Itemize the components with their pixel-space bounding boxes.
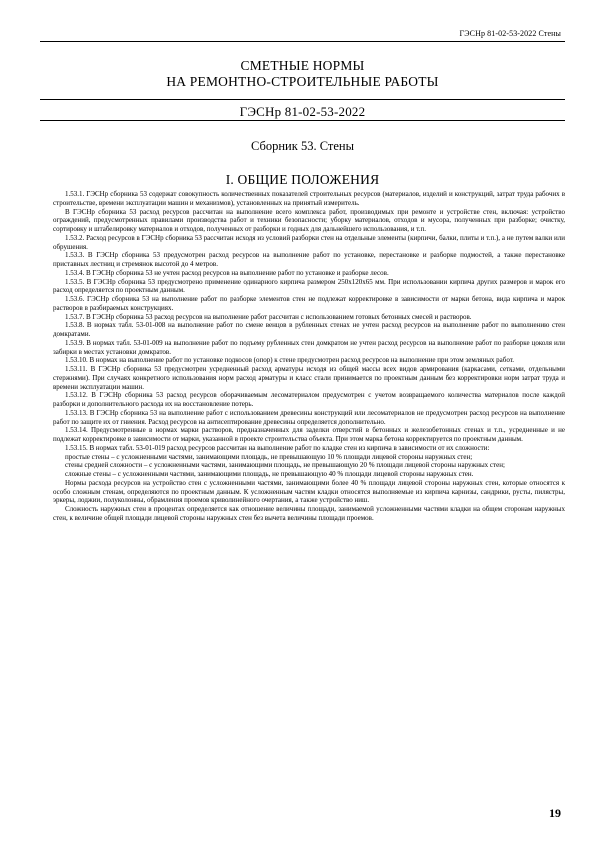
main-title-line-1: СМЕТНЫЕ НОРМЫ	[240, 58, 365, 73]
running-header: ГЭСНр 81-02-53-2022 Стены	[459, 29, 561, 38]
main-title-line-2: НА РЕМОНТНО-СТРОИТЕЛЬНЫЕ РАБОТЫ	[166, 74, 439, 89]
paragraph: 1.53.6. ГЭСНр сборника 53 на выполнение работ по разборке элементов стен не подлежат корректировке в зависимости от марки бетона, вида кирпича и марок растворов в разбираемых конструкциях.	[53, 295, 565, 312]
paragraph: сложные стены – с усложненными частями, занимающими площадь, не превышающую 40 % площади лицевой стороны наружных стен.	[65, 470, 474, 478]
paragraph: Нормы расхода ресурсов на устройство стен с усложненными частями, занимающими более 40 % площади лицевой стороны наружных стен, которые относятся к особо сложным стенам, определяются по проектным данным. К усложненным частям кладки относятся выполняемые из кирпича карнизы, сандрики, русты, пилястры, эркеры, лоджии, полуколонны, обрамления проемов криволинейного очертания, а также устройство ниш.	[53, 478, 565, 505]
header-rule	[40, 41, 565, 42]
norm-code: ГЭСНр 81-02-53-2022	[239, 104, 366, 119]
page-number: 19	[549, 806, 561, 820]
paragraph: простые стены – с усложненными частями, занимающими площадь, не превышающую 10 % площади лицевой стороны наружных стен;	[65, 452, 473, 461]
paragraph: 1.53.2. Расход ресурсов в ГЭСНр сборника 53 рассчитан исходя из условий разборки стен на отдельные элементы (кирпичи, балки, плиты и т.п.), а не путем валки или обрушения.	[53, 233, 565, 251]
paragraph: 1.53.12. В ГЭСНр сборника 53 расход ресурсов оборачиваемым лесоматериалом предусмотрен с учетом возвращаемого количества материалов после каждой разборки и дополнительного расхода их на восстановление потерь.	[53, 391, 565, 408]
paragraph: 1.53.4. В ГЭСНр сборника 53 не учтен расход ресурсов на выполнение работ по установке и разборке лесов.	[65, 268, 389, 277]
paragraph: 1.53.3. В ГЭСНр сборника 53 предусмотрен расход ресурсов на выполнение работ по установке, перестановке и разборке подмостей, а также перестановке приставных лестниц и стремянок высотой до 4 метров.	[53, 251, 565, 268]
paragraph: В ГЭСНр сборника 53 расход ресурсов рассчитан на выполнение всего комплекса работ, производимых при ремонте и устройстве стен, включая: устройство ограждений, предусмотренных правилами производства работ и техники безопасности; уборку материалов, отходов и мусора, полученных при разборке; очистку, сортировку и штабелировку материалов и отходов, полученных от разборки и годных для дальнейшего использования, и т.п.	[53, 207, 565, 233]
section-title: I. ОБЩИЕ ПОЛОЖЕНИЯ	[225, 172, 380, 187]
paragraph: 1.53.8. В нормах табл. 53-01-008 на выполнение работ по смене венцов в рубленных стенах не учтен расход ресурсов на выполнение работ по выполнению стен домкратами.	[53, 321, 565, 338]
paragraph: 1.53.7. В ГЭСНр сборника 53 расход ресурсов на выполнение работ рассчитан с использованием готовых бетонных смесей и растворов.	[65, 312, 472, 321]
collection-title: Сборник 53. Стены	[251, 139, 354, 153]
code-rule-top	[40, 99, 565, 100]
paragraph: 1.53.10. В нормах на выполнение работ по установке подкосов (опор) к стене предусмотрен расход ресурсов на выполнение при этом земляных работ.	[65, 356, 515, 365]
paragraph: 1.53.13. В ГЭСНр сборника 53 на выполнение работ с использованием древесины конструкций или лесоматериалов не предусмотрен расход ресурсов на выполнение работ по защите их от гниения. Расход ресурсов на антисептирование древесины определяется дополнительно.	[53, 408, 565, 426]
paragraph: 1.53.14. Предусмотренные в нормах марки растворов, предназначенных для заделки отверстий в бетонных и железобетонных стенах и т.п., усредненные и не подлежат корректировке в зависимости от марки, указанной в проекте строительства объекта. При этом марка бетона корректируется по проектным данным.	[53, 426, 565, 443]
paragraph: 1.53.5. В ГЭСНр сборника 53 предусмотрено применение одинарного кирпича размером 250х120х65 мм. При использовании кирпича других размеров и марок его расход определяется по проектным данным.	[53, 277, 565, 295]
paragraph: 1.53.15. В нормах табл. 53-01-019 расход ресурсов рассчитан на выполнение работ по кладке стен из кирпича в зависимости от их сложности:	[65, 443, 490, 452]
paragraph: стены средней сложности – с усложненными частями, занимающими площадь, не превышающую 20 % площади лицевой стороны наружных стен;	[65, 461, 505, 470]
paragraph: 1.53.11. В ГЭСНр сборника 53 предусмотрен усредненный расход арматуры исходя из общей массы всех видов армирования (каркасами, сетками, отдельными стержнями). При случаях конкретного использования норм расход арматуры и класс стали принимается по проектным данным без корректировки норм затрат труда и времени эксплуатации машин.	[53, 365, 565, 391]
paragraph: Сложность наружных стен в процентах определяется как отношение величины площади, занимаемой усложненными частями кладки на общем сторонам наружных стен, к величине общей площади лицевой стороны наружных стен без вычета величины площади проемов.	[53, 505, 565, 522]
code-rule-bottom	[40, 120, 565, 121]
main-title	[40, 58, 565, 90]
paragraph: 1.53.9. В нормах табл. 53-01-009 на выполнение работ по подъему рубленных стен домкратом не учтен расход ресурсов на выполнение работ по разборке цоколя или забирки в местах установки домкратов.	[53, 338, 565, 356]
body-text	[53, 190, 565, 523]
paragraph: 1.53.1. ГЭСНр сборника 53 содержат совокупность количественных показателей строительных ресурсов (материалов, изделий и конструкций, затрат труда рабочих в строительстве, времени эксплуатации машин и механизмов), установленных на принятый измеритель.	[53, 190, 565, 207]
